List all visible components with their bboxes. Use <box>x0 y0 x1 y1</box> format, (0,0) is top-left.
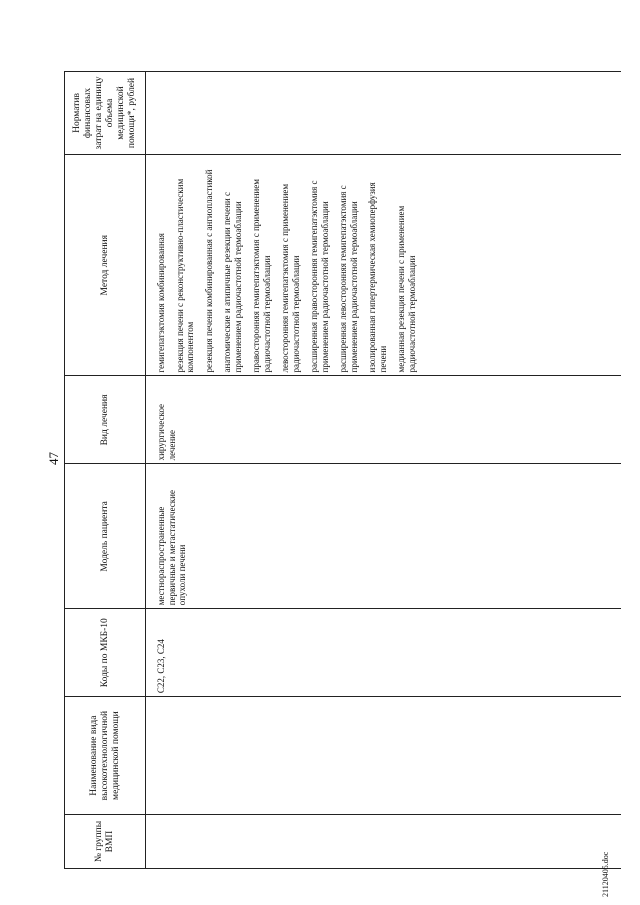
method-item: изолированная гипертермическая хемиоперфузия печени <box>367 182 388 373</box>
vmp-table <box>64 71 621 869</box>
col-header-name: Наименование вида высокотехнологичной медицинской помощи <box>65 697 146 815</box>
method-item: расширенная левосторонняя гемигепатэктомия с применением радиочастотной термоаблации <box>338 185 359 373</box>
col-header-type: Вид лечения <box>65 376 146 464</box>
header-row <box>65 72 146 869</box>
col-header-model: Модель пациента <box>65 464 146 609</box>
col-header-group: № группы ВМП <box>65 815 146 869</box>
cell-codes: C22, C23, C24 <box>146 609 622 697</box>
cell-type: хирургическое лечение <box>146 376 622 464</box>
cell-group <box>146 815 622 869</box>
method-item: резекция печени с реконструктивно-пластическим компонентом <box>174 178 195 373</box>
table-row <box>146 72 622 869</box>
method-item: правосторонняя гемигепатэктомия с применением радиочастотной термоаблации <box>251 179 272 373</box>
col-header-method: Метод лечения <box>65 154 146 376</box>
cell-model: местнораспространенные первичные и метастатические опухоли печени <box>146 464 622 609</box>
cell-methods <box>146 154 622 376</box>
cell-name <box>146 697 622 815</box>
cell-norm <box>146 72 622 155</box>
col-header-codes: Коды по МКБ-10 <box>65 609 146 697</box>
method-item: резекция печени комбинированная с ангиопластикой <box>203 169 214 373</box>
method-item: расширенная правосторонняя гемигепатэктомия с применением радиочастотной термоаблации <box>309 180 330 373</box>
footer-filename: 21120405.doc <box>601 851 610 897</box>
method-item: левосторонняя гемигепатэктомия с применением радиочастотной термоаблации <box>280 183 301 373</box>
method-item: анатомические и атипичные резекции печени с применением радиочастотной термоаблации <box>222 192 243 373</box>
col-header-norm: Норматив финансовых затрат на единицу объема медицинской помощи*, рублей <box>65 72 146 155</box>
method-item: гемигепатэктомия комбинированная <box>156 233 166 373</box>
page-number: 47 <box>46 452 61 465</box>
method-item: медианная резекция печени с применением радиочастотной термоаблации <box>396 205 417 373</box>
